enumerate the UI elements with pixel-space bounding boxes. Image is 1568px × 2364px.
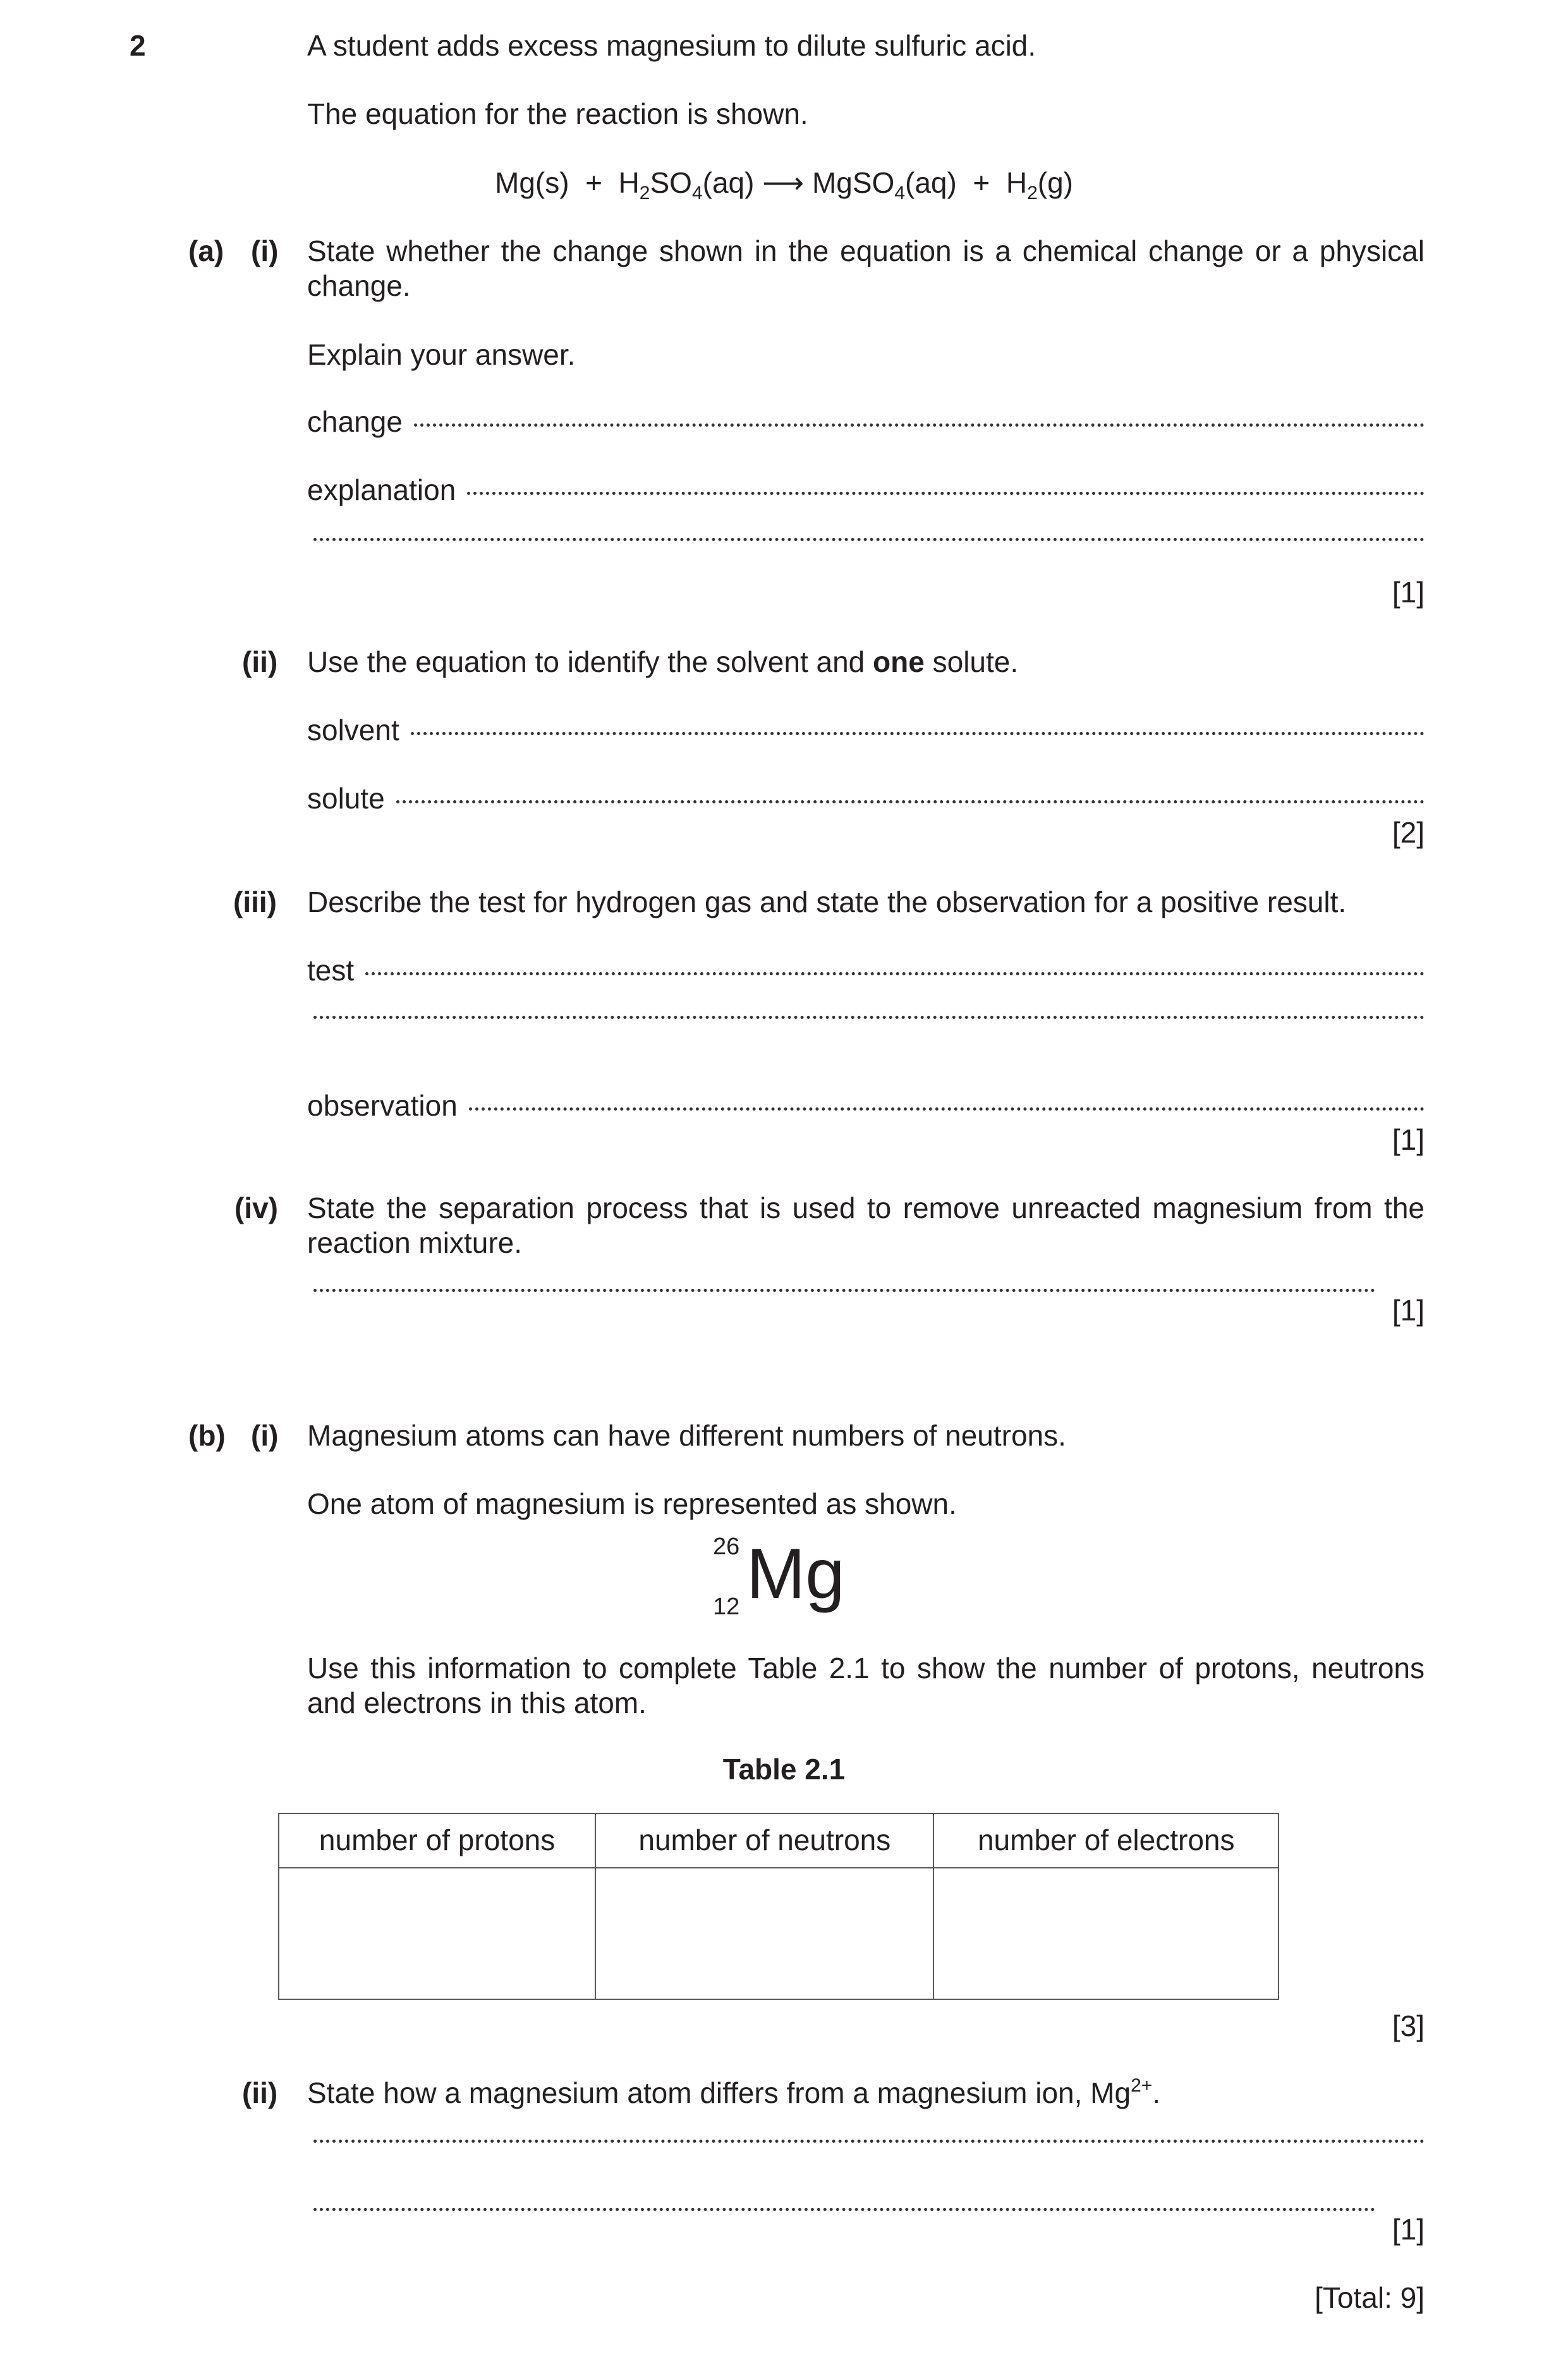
part-b-i-prompt-1: Magnesium atoms can have different numbers of neutrons. <box>307 1419 1066 1452</box>
table-2-1 <box>278 1813 1279 2000</box>
part-a-iv-marks: [1] <box>1392 1294 1425 1327</box>
part-b-i-label: (i) <box>251 1419 279 1452</box>
question-number: 2 <box>130 29 146 62</box>
test-answer-line[interactable] <box>307 953 1425 988</box>
change-answer-line[interactable] <box>307 405 1425 439</box>
part-a-i-label: (i) <box>251 235 279 267</box>
electrons-answer-cell[interactable] <box>933 1868 1279 1999</box>
total-marks: [Total: 9] <box>1315 2281 1425 2314</box>
part-b-ii-marks: [1] <box>1392 2213 1425 2246</box>
part-b-ii-label: (ii) <box>242 2076 278 2109</box>
ion-difference-answer-line[interactable] <box>307 2144 1425 2148</box>
table-header-electrons: number of electrons <box>933 1813 1279 1868</box>
separation-answer-line[interactable] <box>307 1293 1375 1297</box>
neutrons-answer-cell[interactable] <box>595 1868 933 1999</box>
solute-label: solute <box>307 782 385 815</box>
ion-charge: 2+ <box>1131 2075 1153 2096</box>
part-b-i-marks: [3] <box>1392 2009 1425 2042</box>
equation-intro: The equation for the reaction is shown. <box>307 97 808 130</box>
part-a-iv-prompt: State the separation process that is used to remove unreacted magnesium from the reaction mixture. <box>307 1191 1425 1260</box>
explanation-answer-line[interactable] <box>307 473 1425 508</box>
solvent-label: solvent <box>307 714 399 746</box>
ion-difference-answer-line-2[interactable] <box>307 2212 1375 2216</box>
part-a-ii-label: (ii) <box>242 645 278 678</box>
part-a-iv-label: (iv) <box>234 1191 278 1224</box>
chemical-equation: $Mg(s) + H_2SO_4(aq)$ ⟶ MgSO$_4$(aq) + $H_2(g)$ <box>495 166 1073 204</box>
explanation-label: explanation <box>307 473 456 506</box>
protons-answer-cell[interactable] <box>279 1868 595 1999</box>
explanation-answer-line-2[interactable] <box>307 542 1425 546</box>
part-a-i-marks: [1] <box>1392 576 1425 609</box>
element-symbol: Mg <box>746 1534 845 1613</box>
magnesium-isotope-notation <box>713 1530 852 1631</box>
observation-label: observation <box>307 1089 458 1122</box>
table-title: Table 2.1 <box>722 1753 846 1786</box>
part-a-i-prompt: State whether the change shown in the equation is a chemical change or a physical change. <box>307 235 1425 303</box>
part-b-label: (b) <box>188 1419 226 1452</box>
reactant-h2so4: $H_2SO_4(aq)$ <box>618 166 755 204</box>
part-a-ii-marks: [2] <box>1392 816 1425 849</box>
reactant-mg: Mg(s) <box>495 166 569 199</box>
test-label: test <box>307 954 355 987</box>
table-header-neutrons: number of neutrons <box>595 1813 933 1868</box>
part-a-iii-label: (iii) <box>233 886 277 918</box>
observation-answer-line[interactable] <box>307 1088 1425 1123</box>
part-a-i-explain: Explain your answer. <box>307 338 576 371</box>
part-a-label: (a) <box>188 235 224 267</box>
part-b-ii-prompt: State how a magnesium atom differs from a magnesium ion, $Mg^{2+}$. <box>307 2075 1161 2109</box>
part-a-iii-prompt: Describe the test for hydrogen gas and state the observation for a positive result. <box>307 886 1347 918</box>
reaction-arrow: ⟶ <box>762 166 805 199</box>
part-a-iii-marks: [1] <box>1392 1123 1425 1156</box>
product-mgso4: MgSO$_4$(aq) <box>811 166 957 204</box>
product-h2: $H_2(g)$ <box>1006 166 1073 204</box>
solute-answer-line[interactable] <box>307 781 1425 816</box>
part-b-i-prompt-2: One atom of magnesium is represented as shown. <box>307 1487 957 1520</box>
change-label: change <box>307 405 403 438</box>
test-answer-line-2[interactable] <box>307 1020 1425 1024</box>
solvent-answer-line[interactable] <box>307 713 1425 748</box>
atomic-number: 12 <box>713 1593 740 1620</box>
question-intro: A student adds excess magnesium to dilute sulfuric acid. <box>307 29 1036 62</box>
part-a-ii-prompt: Use the equation to identify the solvent and one solute. <box>307 645 1019 678</box>
mass-number: 26 <box>713 1533 740 1560</box>
part-b-i-prompt-3: Use this information to complete Table 2.1 to show the number of protons, neutrons and electrons in this atom. <box>307 1652 1425 1720</box>
table-header-protons: number of protons <box>279 1813 595 1868</box>
